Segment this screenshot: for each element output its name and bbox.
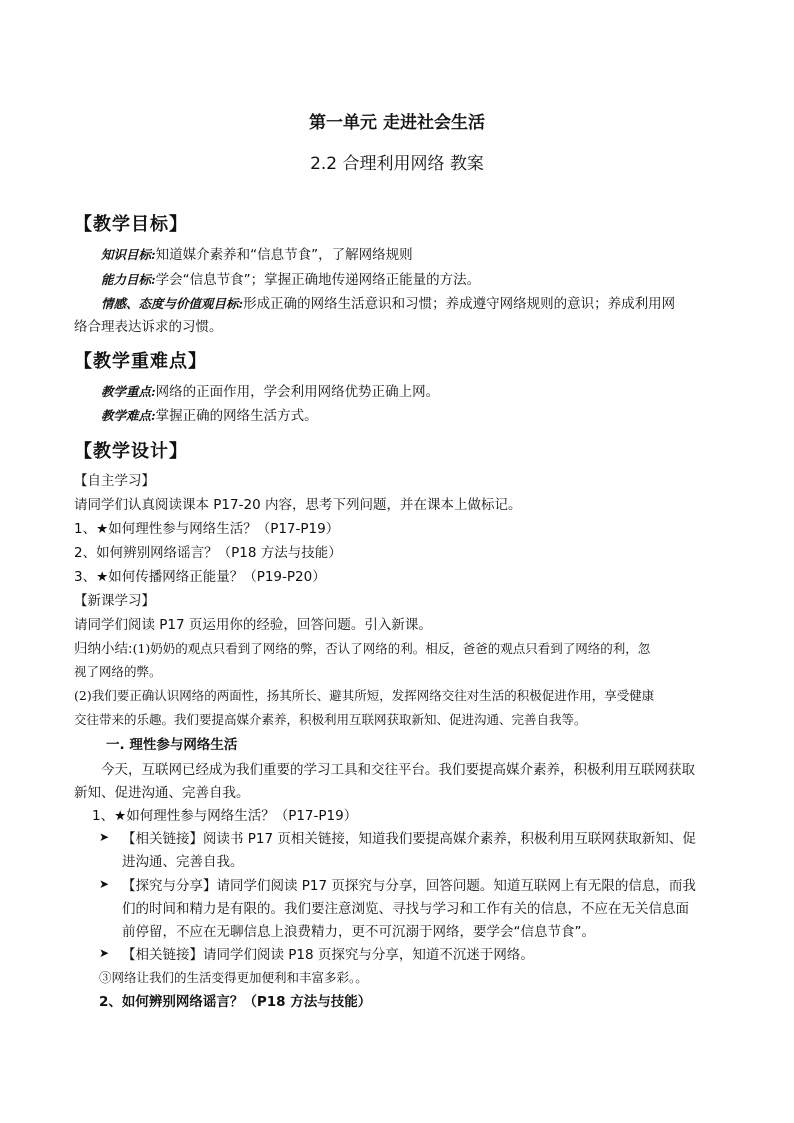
new-lesson-label: 【新课学习】 bbox=[74, 593, 155, 609]
knowledge-goal-label: 知识目标: bbox=[101, 247, 156, 262]
emotion-goal bbox=[101, 294, 675, 314]
summary-1b: 视了网络的弊。 bbox=[74, 664, 162, 679]
teaching-focus-text: 网络的正面作用，学会利用网络优势正确上网。 bbox=[155, 384, 440, 400]
bullet-2-line-2: 们的时间和精力是有限的。我们要注意浏览、寻找与学习和工作有关的信息，不应在无关信息面 bbox=[122, 901, 689, 917]
teaching-difficulty-text: 掌握正确的网络生活方式。 bbox=[155, 408, 318, 424]
point-3: ③网络让我们的生活变得更加便利和丰富多彩。。 bbox=[99, 970, 368, 985]
ability-goal bbox=[101, 270, 480, 290]
summary-2b: 交往带来的乐趣。我们要提高媒介素养，积极利用互联网获取新知、促进沟通、完善自我等。 bbox=[74, 712, 587, 727]
knowledge-goal-text: 知道媒介素养和“信息节食”，了解网络规则 bbox=[155, 247, 413, 263]
objectives-heading: 【教学目标】 bbox=[74, 214, 188, 235]
knowledge-goal bbox=[101, 245, 413, 265]
emotion-goal-text-2: 络合理表达诉求的习惯。 bbox=[74, 319, 223, 335]
emotion-goal-label: 情感、态度与价值观目标: bbox=[101, 296, 244, 311]
keypoints-heading: 【教学重难点】 bbox=[74, 351, 207, 372]
teaching-focus-label: 教学重点: bbox=[101, 384, 156, 399]
ability-goal-label: 能力目标: bbox=[101, 272, 156, 287]
section-1-title: 一. 理性参与网络生活 bbox=[106, 737, 238, 753]
unit-title: 第一单元 走进社会生活 bbox=[309, 113, 485, 133]
lesson-title: 2.2 合理利用网络 教案 bbox=[310, 154, 484, 174]
section-1-para-2: 新知、促进沟通、完善自我。 bbox=[74, 785, 250, 801]
arrowhead-bullet-icon: ➤ bbox=[99, 830, 110, 844]
question-2: 2、如何辨别网络谣言？（P18 方法与技能） bbox=[74, 545, 342, 561]
summary-2a: (2)我们要正确认识网络的两面性，扬其所长、避其所短，发挥网络交往对生活的积极促进作用，享受健康 bbox=[74, 688, 655, 703]
new-lesson-intro: 请同学们阅读 P17 页运用你的经验，回答问题。引入新课。 bbox=[74, 617, 432, 633]
design-heading: 【教学设计】 bbox=[74, 441, 188, 462]
self-study-label: 【自主学习】 bbox=[74, 473, 155, 489]
question-1: 1、★如何理性参与网络生活？（P17-P19） bbox=[74, 521, 340, 537]
bullet-3: 【相关链接】请同学们阅读 P18 页探究与分享，知道不沉迷于网络。 bbox=[122, 947, 534, 963]
subquestion-1: 1、★如何理性参与网络生活？（P17-P19） bbox=[92, 808, 358, 824]
ability-goal-text: 学会“信息节食”；掌握正确地传递网络正能量的方法。 bbox=[155, 272, 481, 288]
bullet-2-line-1: 【探究与分享】请同学们阅读 P17 页探究与分享，回答问题。知道互联网上有无限的信息，而我 bbox=[122, 878, 696, 894]
summary-label: 归纳小结: bbox=[74, 641, 133, 657]
summary-line-1 bbox=[74, 639, 650, 659]
question-3: 3、★如何传播网络正能量？（P19-P20） bbox=[74, 569, 326, 585]
arrowhead-bullet-icon: ➤ bbox=[99, 946, 110, 960]
teaching-difficulty bbox=[101, 406, 318, 426]
bullet-1-line-2: 进沟通、完善自我。 bbox=[122, 854, 244, 870]
bullet-2-line-3: 前停留，不应在无聊信息上浪费精力，更不可沉溺于网络，要学会“信息节食”。 bbox=[122, 924, 595, 940]
teaching-focus bbox=[101, 382, 439, 402]
self-study-intro: 请同学们认真阅读课本 P17-20 内容，思考下列问题，并在课本上做标记。 bbox=[74, 497, 522, 513]
teaching-difficulty-label: 教学难点: bbox=[101, 408, 156, 423]
arrowhead-bullet-icon: ➤ bbox=[99, 877, 110, 891]
bullet-1-line-1: 【相关链接】阅读书 P17 页相关链接，知道我们要提高媒介素养，积极利用互联网获取新知、促 bbox=[122, 831, 696, 847]
section-1-para-1: 今天，互联网已经成为我们重要的学习工具和交往平台。我们要提高媒介素养，积极利用互联网获取 bbox=[101, 762, 695, 778]
summary-1a: (1)奶奶的观点只看到了网络的弊，否认了网络的利。相反，爸爸的观点只看到了网络的利，忽 bbox=[132, 641, 651, 656]
subquestion-2: 2、如何辨别网络谣言？（P18 方法与技能） bbox=[99, 994, 372, 1010]
emotion-goal-text-1: 形成正确的网络生活意识和习惯；养成遵守网络规则的意识；养成利用网 bbox=[243, 296, 676, 312]
